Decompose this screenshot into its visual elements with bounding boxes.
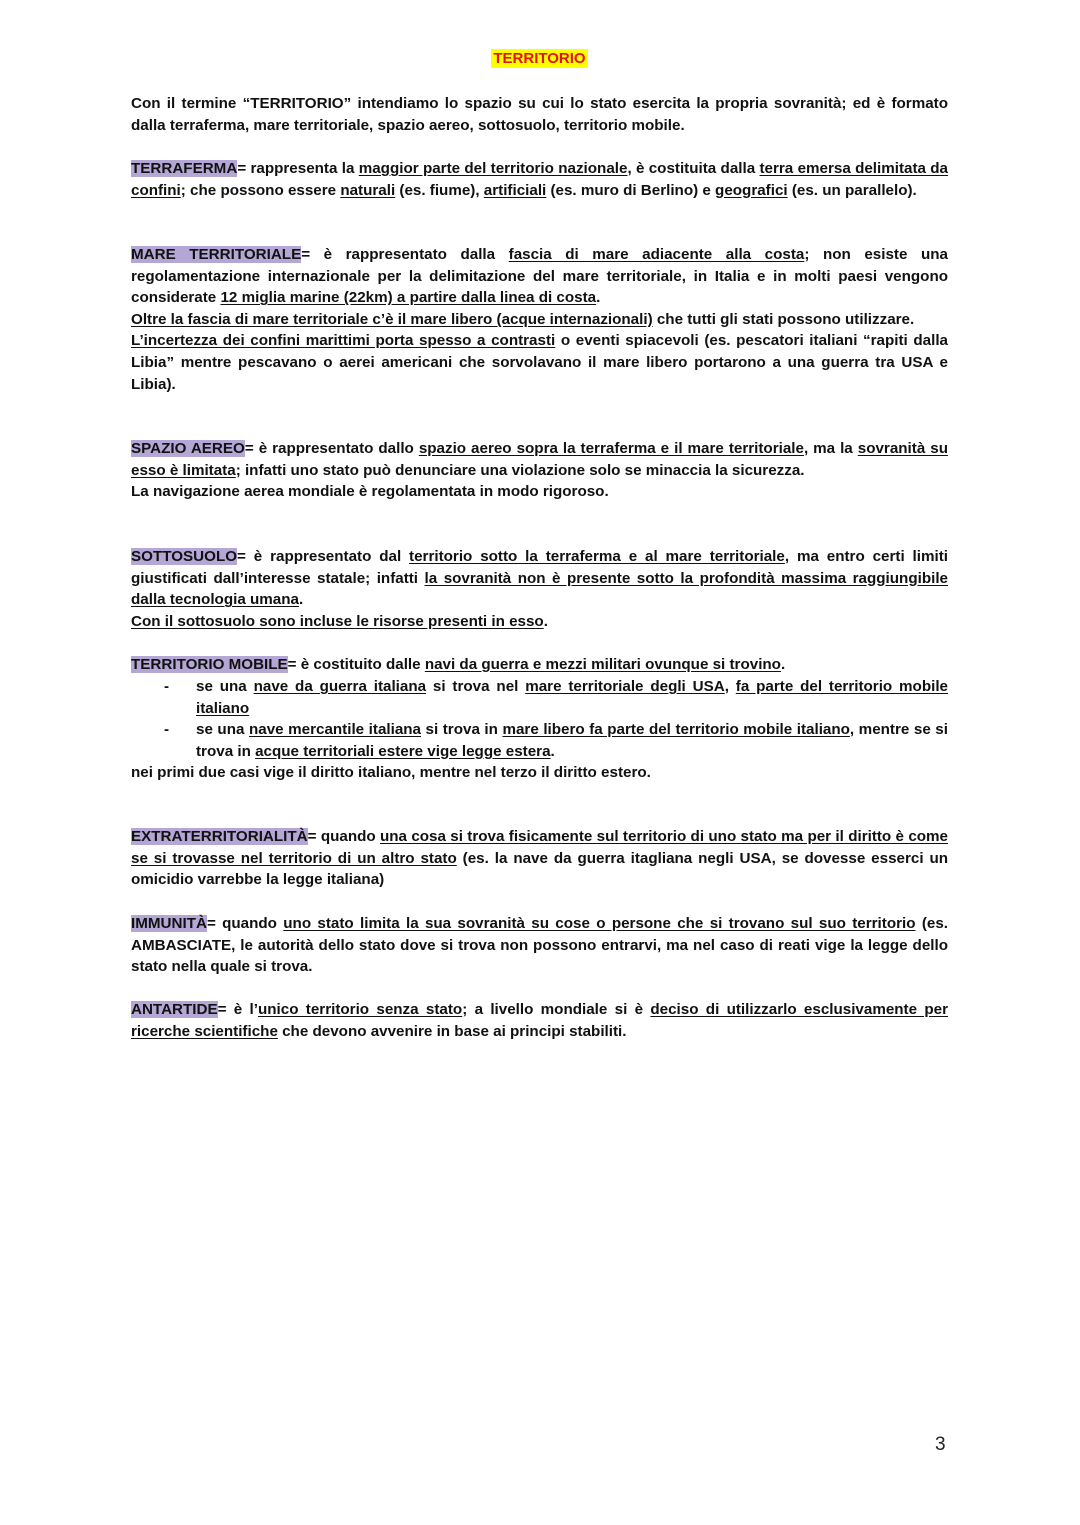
intro-paragraph: Con il termine “TERRITORIO” intendiamo lo spazio su cui lo stato esercita la propria sovranità; ed è formato dalla terraferma, mare territoriale, spazio aereo, sottosuolo, territorio mobile. <box>131 95 948 134</box>
text: (es. un parallelo). <box>787 181 917 199</box>
text: = rappresenta la <box>237 160 359 177</box>
text: (es. AMBASCIATE, le autorità dello stato dove si trova non possono entrarvi, ma nel caso di reati vige la legge dello stato nella quale si trova. <box>131 915 949 976</box>
text: = quando <box>206 915 284 932</box>
territorio-mobile-closing: nei primi due casi vige il diritto italiano, mentre nel terzo il diritto estero. <box>131 764 651 781</box>
underlined-text: fa parte del territorio mobile italiano <box>196 678 948 717</box>
text: ; a livello mondiale si è <box>462 1001 651 1018</box>
underlined-text: naturali <box>340 181 396 199</box>
antartide-paragraph <box>131 999 948 1042</box>
term-mare-territoriale: MARE TERRITORIALE <box>131 246 302 263</box>
text: . <box>550 742 555 760</box>
text: si trova nel <box>426 678 526 695</box>
page-number: 3 <box>935 1434 946 1455</box>
text: che devono avvenire in base ai principi stabiliti. <box>277 1022 627 1040</box>
term-territorio-mobile: TERRITORIO MOBILE <box>131 656 288 673</box>
underlined-text: la sovranità non è presente sotto la profondità massima raggiungibile dalla tecnologia umana <box>131 569 948 609</box>
term-extraterritorialita: EXTRATERRITORIALITÀ <box>131 828 308 845</box>
territorio-mobile-paragraph <box>131 654 948 676</box>
mare-territoriale-paragraph <box>131 244 948 395</box>
underlined-text: deciso di utilizzarlo esclusivamente per ricerche scientifiche <box>131 1001 948 1040</box>
text: se una <box>196 678 254 695</box>
page-title: TERRITORIO <box>493 50 586 67</box>
text: , mentre se si trova in <box>196 721 948 760</box>
title-block <box>131 50 948 68</box>
text: = è costituito dalle <box>287 656 425 673</box>
text: , <box>724 678 736 695</box>
underlined-text: 12 miglia marine (22km) a partire dalla linea di costa <box>220 289 597 307</box>
text: che tutti gli stati possono utilizzare. <box>652 310 915 328</box>
text: o eventi spiacevoli (es. pescatori italiani “rapiti dalla Libia” mentre pescavano o aerei americani che sorvolavano il mare libero portarono a una guerra tra USA e Libia). <box>131 332 948 393</box>
sottosuolo-paragraph <box>131 546 948 632</box>
underlined-text: terra emersa delimitata da confini <box>131 160 949 199</box>
underlined-text: fascia di mare adiacente alla costa <box>508 246 805 263</box>
terraferma-paragraph <box>131 158 948 201</box>
underlined-text: acque territoriali estere vige legge estera <box>255 742 551 760</box>
underlined-text: Oltre la fascia di mare territoriale c’è il mare libero (acque internazionali) <box>131 310 653 328</box>
text: . <box>596 289 601 307</box>
term-spazio-aereo: SPAZIO AEREO <box>131 440 245 457</box>
text: , ma entro certi limiti giustificati dall’interesse statale; infatti <box>131 548 948 587</box>
text: ; infatti uno stato può denunciare una violazione solo se minaccia la sicurezza. <box>235 461 805 479</box>
list-item <box>131 719 948 762</box>
underlined-text: nave da guerra italiana <box>253 678 427 695</box>
term-antartide: ANTARTIDE <box>131 1001 218 1018</box>
territorio-mobile-list <box>131 676 948 762</box>
underlined-text: Con il sottosuolo sono incluse le risorse presenti in esso <box>131 612 544 630</box>
underlined-text: L’incertezza dei confini marittimi porta spesso a contrasti <box>131 332 556 350</box>
underlined-text: geografici <box>715 181 788 199</box>
text: = quando <box>307 828 380 845</box>
text: = è rappresentato dal <box>237 548 410 565</box>
text: se una <box>196 721 249 739</box>
underlined-text: sovranità su esso è limitata <box>131 440 948 479</box>
text: , ma la <box>803 440 858 457</box>
text: = è l’ <box>217 1001 258 1018</box>
underlined-text: nave mercantile italiana <box>248 721 421 739</box>
list-item <box>131 676 948 719</box>
text: . <box>780 656 786 673</box>
text: = è rappresentato dalla <box>301 246 509 263</box>
text: ; non esiste una regolamentazione internazionale per la delimitazione del mare territoriale, in Italia e in molti paesi vengono considerate <box>131 246 948 307</box>
text: (es. muro di Berlino) e <box>546 181 716 199</box>
underlined-text: una cosa si trova fisicamente sul territorio di uno stato ma per il diritto è come se si trovasse nel territorio di un altro stato <box>131 828 949 867</box>
text: La navigazione aerea mondiale è regolamentata in modo rigoroso. <box>131 483 609 501</box>
text: (es. fiume), <box>395 181 484 199</box>
dash-bullet-icon: - <box>164 678 170 695</box>
text: si trova in <box>421 721 503 739</box>
underlined-text: spazio aereo sopra la terraferma e il mare territoriale <box>418 440 804 457</box>
spazio-aereo-paragraph <box>131 438 948 503</box>
term-sottosuolo: SOTTOSUOLO <box>131 548 238 565</box>
text: , è costituita dalla <box>627 160 760 177</box>
text: ; che possono essere <box>180 181 341 199</box>
underlined-text: mare libero fa parte del territorio mobile italiano <box>502 721 850 739</box>
underlined-text: maggior parte del territorio nazionale <box>358 160 628 177</box>
extraterritorialita-paragraph <box>131 826 948 891</box>
term-terraferma: TERRAFERMA <box>131 160 238 177</box>
underlined-text: navi da guerra e mezzi militari ovunque si trovino <box>424 656 781 673</box>
underlined-text: uno stato limita la sua sovranità su cose o persone che si trovano sul suo territorio <box>283 915 916 932</box>
text: = è rappresentato dallo <box>244 440 419 457</box>
text: . <box>298 591 304 609</box>
underlined-text: unico territorio senza stato <box>258 1001 463 1018</box>
term-immunita: IMMUNITÀ <box>131 915 207 932</box>
immunita-paragraph <box>131 913 948 978</box>
dash-bullet-icon: - <box>164 721 170 739</box>
text: (es. la nave da guerra itagliana negli USA, se dovesse esserci un omicidio varrebbe la legge italiana) <box>131 849 949 889</box>
underlined-text: artificiali <box>483 181 547 199</box>
text: . <box>543 612 548 630</box>
underlined-text: territorio sotto la terraferma e al mare territoriale <box>409 548 785 565</box>
underlined-text: mare territoriale degli USA <box>525 678 725 695</box>
